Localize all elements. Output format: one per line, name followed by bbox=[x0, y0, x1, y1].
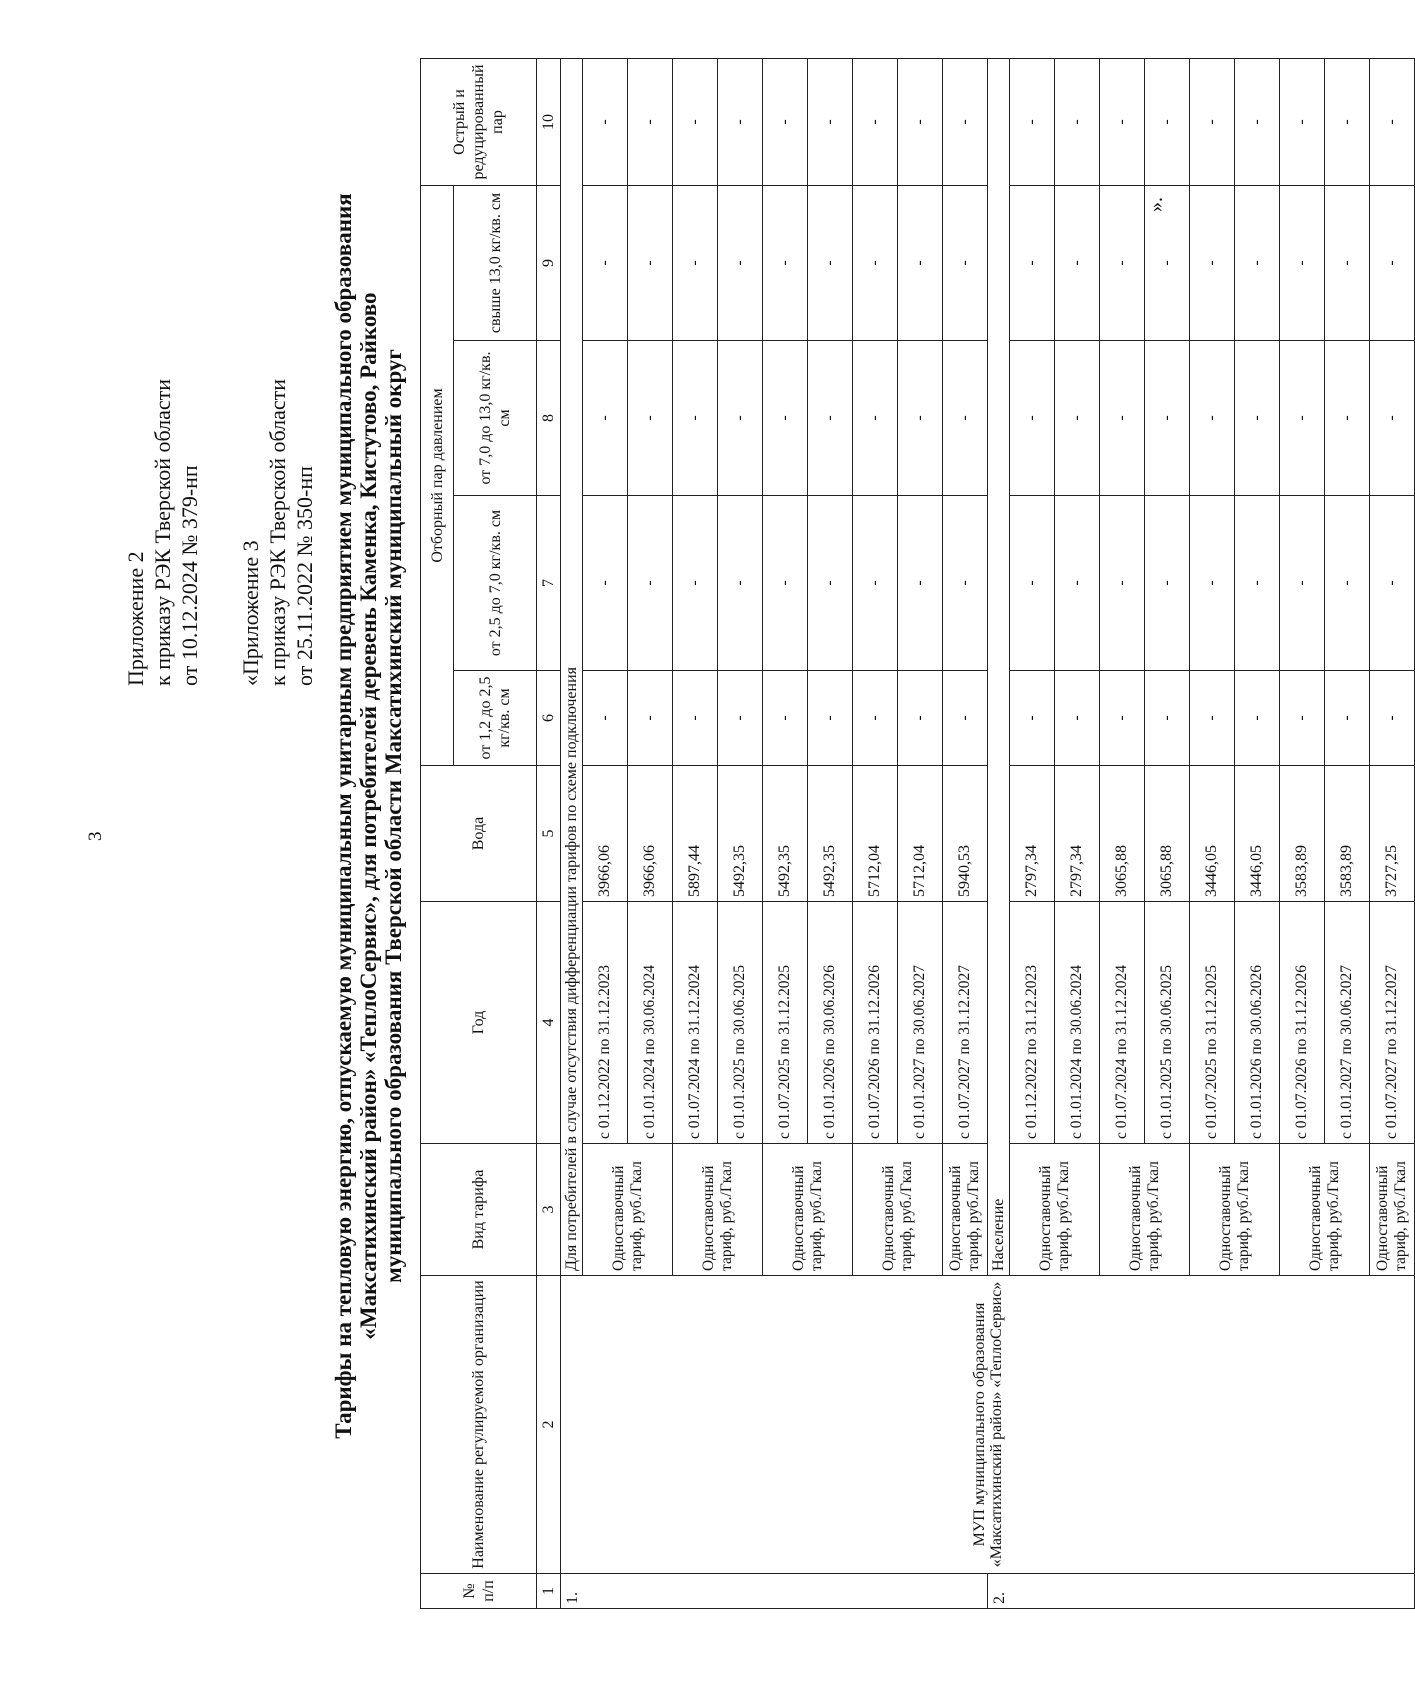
empty-value-cell: - bbox=[898, 341, 943, 496]
header-vid: Вид тарифа bbox=[421, 1144, 537, 1276]
period-cell: с 01.07.2025 по 31.12.2025 bbox=[763, 902, 808, 1144]
column-number-cell: 2 bbox=[537, 1276, 561, 1574]
water-tariff-cell: 3065,88 bbox=[1145, 766, 1190, 902]
empty-value-cell: - bbox=[1055, 671, 1100, 766]
appendix-old-line1: «Приложение 3 bbox=[238, 540, 263, 686]
water-tariff-cell: 5897,44 bbox=[673, 766, 718, 902]
tariff-type-cell: Одноставочный тариф, руб./Гкал bbox=[1010, 1144, 1100, 1276]
column-number-cell: 4 bbox=[537, 902, 561, 1144]
section-label: Население bbox=[988, 59, 1010, 1276]
water-tariff-cell: 3966,06 bbox=[628, 766, 673, 902]
empty-value-cell: - bbox=[718, 59, 763, 186]
empty-value-cell: - bbox=[898, 59, 943, 186]
empty-value-cell: - bbox=[1235, 671, 1280, 766]
empty-value-cell: - bbox=[1010, 671, 1055, 766]
empty-value-cell: - bbox=[898, 496, 943, 671]
tariff-type-cell: Одноставочный тариф, руб./Гкал bbox=[853, 1144, 943, 1276]
period-cell: с 01.07.2027 по 31.12.2027 bbox=[1370, 902, 1415, 1144]
empty-value-cell: - bbox=[1100, 186, 1145, 341]
period-cell: с 01.07.2027 по 31.12.2027 bbox=[943, 902, 988, 1144]
empty-value-cell: - bbox=[583, 671, 628, 766]
title-line3: муниципального образования Тверской области Максатихинский муниципальный округ bbox=[381, 349, 406, 1283]
empty-value-cell: - bbox=[1370, 186, 1415, 341]
empty-value-cell: - bbox=[1145, 671, 1190, 766]
water-tariff-cell: 5940,53 bbox=[943, 766, 988, 902]
empty-value-cell: - bbox=[1235, 496, 1280, 671]
empty-value-cell: - bbox=[1235, 59, 1280, 186]
empty-value-cell: - bbox=[628, 186, 673, 341]
period-cell: с 01.07.2026 по 31.12.2026 bbox=[853, 902, 898, 1144]
water-tariff-cell: 3966,06 bbox=[583, 766, 628, 902]
empty-value-cell: - bbox=[718, 671, 763, 766]
section-label: Для потребителей в случае отсутствия дифференциации тарифов по схеме подключения bbox=[561, 59, 583, 1276]
period-cell: с 01.01.2024 по 30.06.2024 bbox=[1055, 902, 1100, 1144]
empty-value-cell: - bbox=[763, 496, 808, 671]
document-title bbox=[331, 86, 406, 1546]
section-label-row bbox=[561, 59, 583, 1609]
water-tariff-cell: 3446,05 bbox=[1235, 766, 1280, 902]
empty-value-cell: - bbox=[673, 496, 718, 671]
empty-value-cell: - bbox=[1190, 186, 1235, 341]
empty-value-cell: - bbox=[1190, 496, 1235, 671]
appendix-current-line3: от 10.12.2024 № 379-нп bbox=[177, 465, 202, 686]
empty-value-cell: - bbox=[1010, 341, 1055, 496]
empty-value-cell: - bbox=[673, 59, 718, 186]
tariff-type-cell: Одноставочный тариф, руб./Гкал bbox=[1100, 1144, 1190, 1276]
appendix-current bbox=[122, 379, 203, 686]
empty-value-cell: - bbox=[1370, 341, 1415, 496]
empty-value-cell: - bbox=[808, 671, 853, 766]
water-tariff-cell: 3446,05 bbox=[1190, 766, 1235, 902]
period-cell: с 01.01.2025 по 30.06.2025 bbox=[1145, 902, 1190, 1144]
water-tariff-cell: 5712,04 bbox=[853, 766, 898, 902]
empty-value-cell: - bbox=[583, 341, 628, 496]
title-line1: Тарифы на тепловую энергию, отпускаемую муниципальным унитарным предприятием муниципального образования bbox=[331, 193, 356, 1439]
empty-value-cell: - bbox=[1055, 341, 1100, 496]
tariff-table bbox=[420, 58, 1415, 1609]
column-number-cell: 10 bbox=[537, 59, 561, 186]
water-tariff-cell: 3583,89 bbox=[1280, 766, 1325, 902]
empty-value-cell: - bbox=[853, 496, 898, 671]
empty-value-cell: - bbox=[1280, 186, 1325, 341]
empty-value-cell: - bbox=[718, 186, 763, 341]
organization-name-cell: МУП муниципального образования «Максатихинский район» «ТеплоСервис» bbox=[561, 1276, 1415, 1574]
tariff-type-cell: Одноставочный тариф, руб./Гкал bbox=[1280, 1144, 1370, 1276]
tariff-type-cell: Одноставочный тариф, руб./Гкал bbox=[673, 1144, 763, 1276]
empty-value-cell: - bbox=[853, 59, 898, 186]
tariff-type-cell: Одноставочный тариф, руб./Гкал bbox=[1370, 1144, 1415, 1276]
water-tariff-cell: 2797,34 bbox=[1055, 766, 1100, 902]
column-number-cell: 1 bbox=[537, 1574, 561, 1609]
empty-value-cell: - bbox=[808, 496, 853, 671]
empty-value-cell: - bbox=[1325, 671, 1370, 766]
empty-value-cell: - bbox=[628, 671, 673, 766]
appendix-old-line3: от 25.11.2022 № 350-нп bbox=[292, 466, 317, 686]
empty-value-cell: - bbox=[583, 59, 628, 186]
table-body bbox=[561, 59, 1415, 1609]
empty-value-cell: - bbox=[853, 186, 898, 341]
period-cell: с 01.01.2025 по 30.06.2025 bbox=[718, 902, 763, 1144]
empty-value-cell: - bbox=[1325, 341, 1370, 496]
empty-value-cell: - bbox=[943, 496, 988, 671]
period-cell: с 01.12.2022 по 31.12.2023 bbox=[583, 902, 628, 1144]
empty-value-cell: - bbox=[763, 186, 808, 341]
empty-value-cell: - bbox=[673, 671, 718, 766]
water-tariff-cell: 3065,88 bbox=[1100, 766, 1145, 902]
empty-value-cell: - bbox=[943, 341, 988, 496]
appendix-old bbox=[237, 379, 318, 686]
empty-value-cell: - bbox=[673, 186, 718, 341]
row-number-cell: 1. bbox=[561, 1574, 988, 1609]
header-org: Наименование регулируемой организации bbox=[421, 1276, 537, 1574]
empty-value-cell: - bbox=[1055, 496, 1100, 671]
empty-value-cell: - bbox=[943, 671, 988, 766]
empty-value-cell: - bbox=[673, 341, 718, 496]
period-cell: с 01.01.2024 по 30.06.2024 bbox=[628, 902, 673, 1144]
header-p2: от 2,5 до 7,0 кг/кв. см bbox=[454, 496, 537, 671]
empty-value-cell: - bbox=[898, 671, 943, 766]
empty-value-cell: - bbox=[808, 341, 853, 496]
empty-value-cell: - bbox=[1370, 671, 1415, 766]
empty-value-cell: - bbox=[718, 496, 763, 671]
empty-value-cell: - bbox=[1100, 59, 1145, 186]
page-number: 3 bbox=[85, 831, 106, 841]
empty-value-cell: - bbox=[763, 341, 808, 496]
empty-value-cell: - bbox=[1235, 186, 1280, 341]
appendix-current-line1: Приложение 2 bbox=[123, 551, 148, 686]
empty-value-cell: - bbox=[1145, 59, 1190, 186]
column-number-cell: 7 bbox=[537, 496, 561, 671]
water-tariff-cell: 5712,04 bbox=[898, 766, 943, 902]
empty-value-cell: - bbox=[583, 186, 628, 341]
period-cell: с 01.07.2024 по 31.12.2024 bbox=[1100, 902, 1145, 1144]
empty-value-cell: - bbox=[1010, 186, 1055, 341]
empty-value-cell: - bbox=[1370, 496, 1415, 671]
column-number-cell: 8 bbox=[537, 341, 561, 496]
tariff-type-cell: Одноставочный тариф, руб./Гкал bbox=[943, 1144, 988, 1276]
empty-value-cell: - bbox=[1145, 341, 1190, 496]
closing-mark: ». bbox=[1145, 197, 1167, 212]
empty-value-cell: - bbox=[1190, 59, 1235, 186]
empty-value-cell: - bbox=[853, 671, 898, 766]
period-cell: с 01.01.2027 по 30.06.2027 bbox=[1325, 902, 1370, 1144]
header-p1: от 1,2 до 2,5 кг/кв. см bbox=[454, 671, 537, 766]
empty-value-cell: - bbox=[1280, 496, 1325, 671]
empty-value-cell: - bbox=[1190, 341, 1235, 496]
empty-value-cell: - bbox=[628, 341, 673, 496]
period-cell: с 01.07.2024 по 31.12.2024 bbox=[673, 902, 718, 1144]
empty-value-cell: - bbox=[1190, 671, 1235, 766]
empty-value-cell: - bbox=[1010, 496, 1055, 671]
empty-value-cell: - bbox=[943, 59, 988, 186]
header-year: Год bbox=[421, 902, 537, 1144]
period-cell: с 01.01.2026 по 30.06.2026 bbox=[808, 902, 853, 1144]
column-number-cell: 6 bbox=[537, 671, 561, 766]
empty-value-cell: - bbox=[1235, 341, 1280, 496]
period-cell: с 01.12.2022 по 31.12.2023 bbox=[1010, 902, 1055, 1144]
tariff-type-cell: Одноставочный тариф, руб./Гкал bbox=[763, 1144, 853, 1276]
water-tariff-cell: 3727,25 bbox=[1370, 766, 1415, 902]
tariff-type-cell: Одноставочный тариф, руб./Гкал bbox=[583, 1144, 673, 1276]
period-cell: с 01.07.2025 по 31.12.2025 bbox=[1190, 902, 1235, 1144]
empty-value-cell: - bbox=[808, 59, 853, 186]
column-numbers-row bbox=[537, 59, 561, 1609]
empty-value-cell: - bbox=[1100, 671, 1145, 766]
column-number-cell: 9 bbox=[537, 186, 561, 341]
empty-value-cell: - bbox=[1325, 186, 1370, 341]
empty-value-cell: - bbox=[1325, 59, 1370, 186]
empty-value-cell: - bbox=[898, 186, 943, 341]
empty-value-cell: - bbox=[808, 186, 853, 341]
empty-value-cell: - bbox=[1325, 496, 1370, 671]
empty-value-cell: - bbox=[1145, 496, 1190, 671]
empty-value-cell: - bbox=[718, 341, 763, 496]
column-number-cell: 3 bbox=[537, 1144, 561, 1276]
appendix-current-line2: к приказу РЭК Тверской области bbox=[150, 378, 175, 686]
header-steam-group: Отборный пар давлением bbox=[421, 186, 454, 766]
header-num: № п/п bbox=[421, 1574, 537, 1609]
title-line2: «Максатихинский район» «ТеплоСервис», для потребителей деревень Каменка, Кистутово, Райково bbox=[356, 292, 381, 1340]
empty-value-cell: - bbox=[628, 59, 673, 186]
empty-value-cell: - bbox=[1100, 496, 1145, 671]
empty-value-cell: - bbox=[943, 186, 988, 341]
empty-value-cell: - bbox=[763, 671, 808, 766]
empty-value-cell: - bbox=[1100, 341, 1145, 496]
tariff-type-cell: Одноставочный тариф, руб./Гкал bbox=[1190, 1144, 1280, 1276]
period-cell: с 01.01.2026 по 30.06.2026 bbox=[1235, 902, 1280, 1144]
empty-value-cell: - bbox=[1010, 59, 1055, 186]
water-tariff-cell: 5492,35 bbox=[808, 766, 853, 902]
empty-value-cell: - bbox=[1055, 186, 1100, 341]
empty-value-cell: - bbox=[1280, 341, 1325, 496]
header-water: Вода bbox=[421, 766, 537, 902]
water-tariff-cell: 5492,35 bbox=[718, 766, 763, 902]
water-tariff-cell: 3583,89 bbox=[1325, 766, 1370, 902]
empty-value-cell: - bbox=[853, 341, 898, 496]
period-cell: с 01.01.2027 по 30.06.2027 bbox=[898, 902, 943, 1144]
header-sharp: Острый и редуцированный пар bbox=[421, 59, 537, 186]
water-tariff-cell: 5492,35 bbox=[763, 766, 808, 902]
empty-value-cell: - bbox=[1145, 186, 1190, 341]
column-number-cell: 5 bbox=[537, 766, 561, 902]
period-cell: с 01.07.2026 по 31.12.2026 bbox=[1280, 902, 1325, 1144]
empty-value-cell: - bbox=[1055, 59, 1100, 186]
header-p4: свыше 13,0 кг/кв. см bbox=[454, 186, 537, 341]
empty-value-cell: - bbox=[1280, 671, 1325, 766]
empty-value-cell: - bbox=[583, 496, 628, 671]
header-p3: от 7,0 до 13,0 кг/кв. см bbox=[454, 341, 537, 496]
water-tariff-cell: 2797,34 bbox=[1010, 766, 1055, 902]
empty-value-cell: - bbox=[763, 59, 808, 186]
row-number-cell: 2. bbox=[988, 1574, 1415, 1609]
empty-value-cell: - bbox=[628, 496, 673, 671]
empty-value-cell: - bbox=[1280, 59, 1325, 186]
empty-value-cell: - bbox=[1370, 59, 1415, 186]
appendix-old-line2: к приказу РЭК Тверской области bbox=[265, 378, 290, 686]
header-row-1 bbox=[421, 59, 454, 1609]
